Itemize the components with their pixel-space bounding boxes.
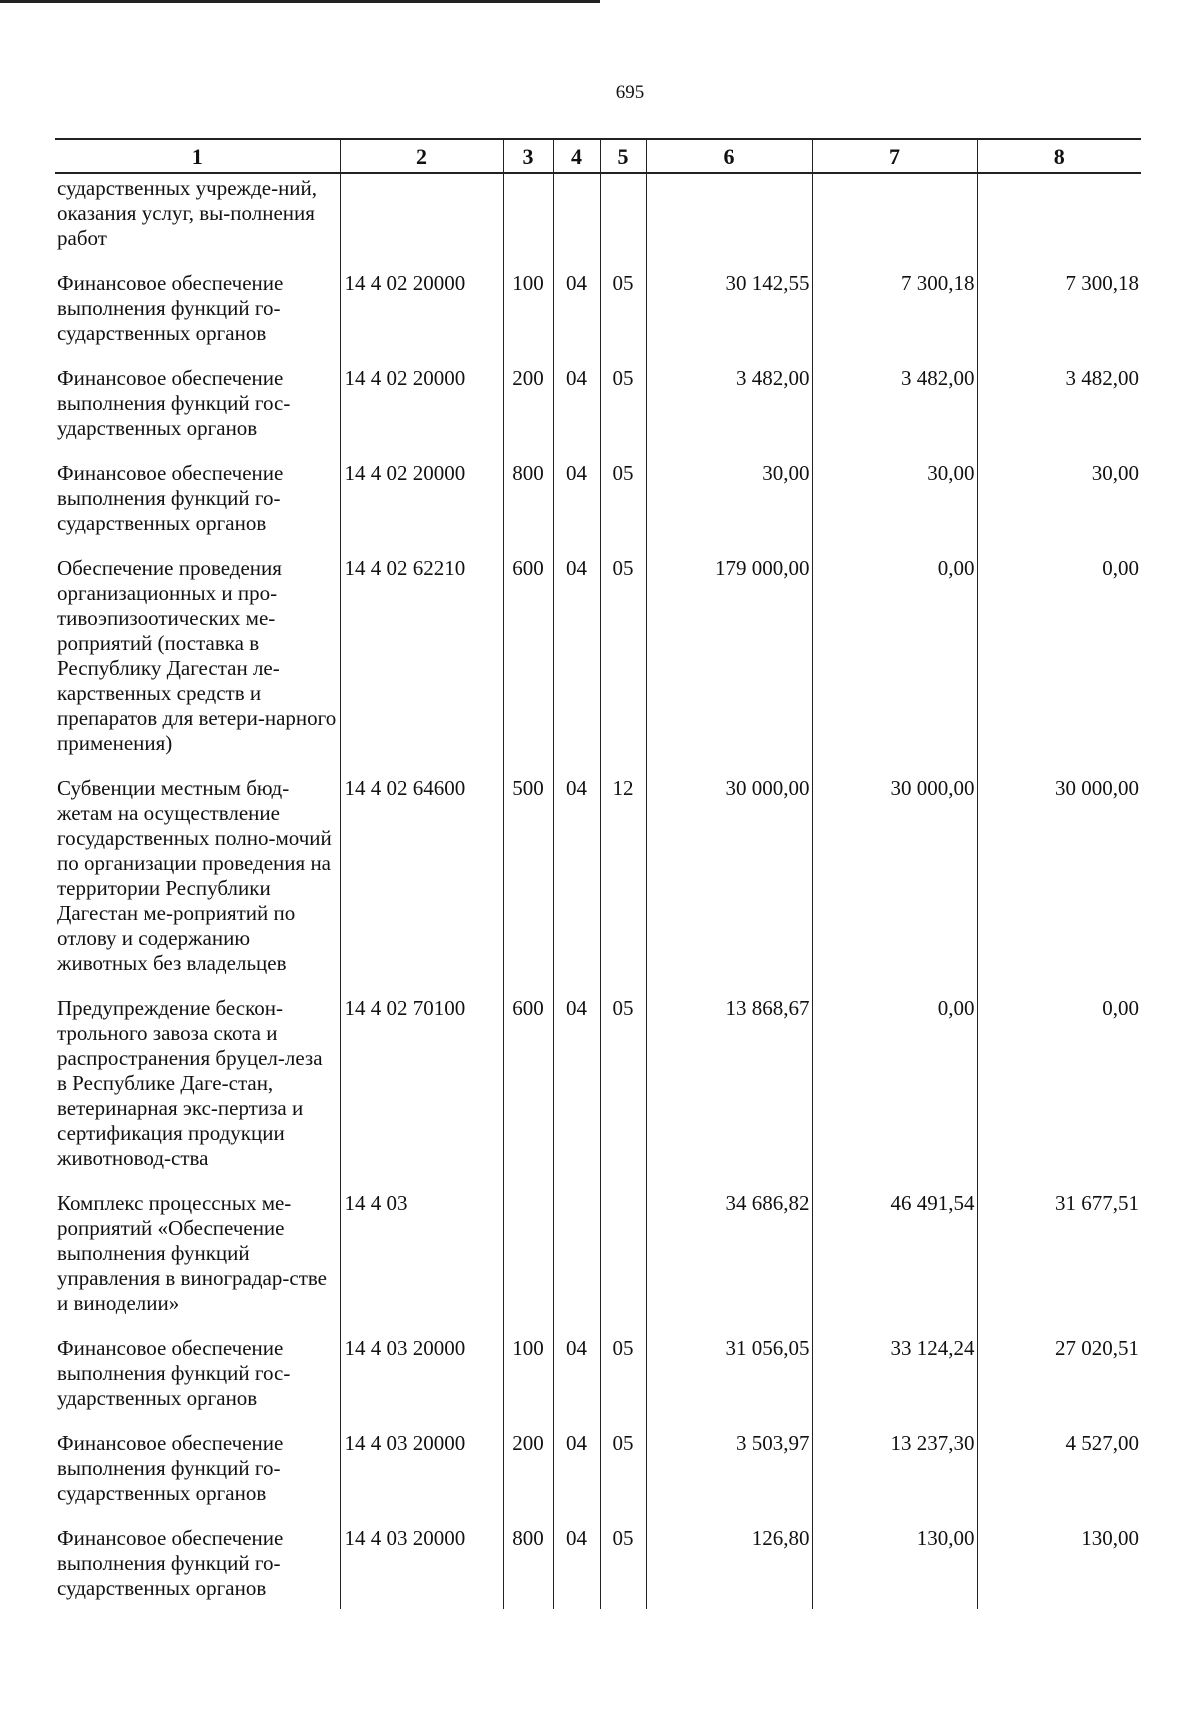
- row-code: 14 4 03 20000: [340, 1526, 503, 1609]
- row-c3: [503, 173, 553, 271]
- table-row: [55, 1191, 1141, 1336]
- row-code: 14 4 03 20000: [340, 1336, 503, 1431]
- column-header: 7: [812, 139, 977, 173]
- row-value-7: 0,00: [812, 556, 977, 776]
- row-c4: 04: [553, 1526, 600, 1609]
- row-value-8: 0,00: [977, 556, 1141, 776]
- row-value-7: 0,00: [812, 996, 977, 1191]
- row-value-6: 34 686,82: [646, 1191, 812, 1336]
- column-header: 2: [340, 139, 503, 173]
- row-c5: 05: [600, 1526, 646, 1609]
- column-header: 4: [553, 139, 600, 173]
- column-header: 1: [55, 139, 340, 173]
- row-name: Финансовое обеспечение выполнения функций го-сударственных органов: [57, 1431, 284, 1505]
- row-value-7: 130,00: [812, 1526, 977, 1609]
- row-c5: [600, 1191, 646, 1336]
- row-value-8: 4 527,00: [977, 1431, 1141, 1526]
- row-c3: 200: [503, 366, 553, 461]
- table-row: [55, 173, 1141, 271]
- row-c3: 600: [503, 996, 553, 1191]
- row-c4: [553, 1191, 600, 1336]
- row-code: 14 4 02 20000: [340, 271, 503, 366]
- row-code: 14 4 03 20000: [340, 1431, 503, 1526]
- row-value-6: 3 503,97: [646, 1431, 812, 1526]
- row-code: 14 4 02 62210: [340, 556, 503, 776]
- header-row: [55, 139, 1141, 173]
- column-header: 5: [600, 139, 646, 173]
- table-row: [55, 1431, 1141, 1526]
- column-header: 3: [503, 139, 553, 173]
- row-code: 14 4 02 20000: [340, 366, 503, 461]
- row-value-8: 0,00: [977, 996, 1141, 1191]
- table-row: [55, 271, 1141, 366]
- table-row: [55, 556, 1141, 776]
- row-name: Финансовое обеспечение выполнения функций гос-ударственных органов: [57, 366, 291, 440]
- row-c3: 800: [503, 1526, 553, 1609]
- row-c4: 04: [553, 1336, 600, 1431]
- row-c4: 04: [553, 556, 600, 776]
- row-name: Финансовое обеспечение выполнения функций гос-ударственных органов: [57, 1336, 291, 1410]
- row-c4: 04: [553, 776, 600, 996]
- row-value-8: 30,00: [977, 461, 1141, 556]
- table-row: [55, 366, 1141, 461]
- row-value-8: 130,00: [977, 1526, 1141, 1609]
- row-name: Предупреждение бескон-трольного завоза скота и распространения бруцел-леза в Республике Даге-стан, ветеринарная экс-пертиза и сертификация продукции животновод-ства: [57, 996, 323, 1170]
- row-code: 14 4 03: [340, 1191, 503, 1336]
- row-c5: 12: [600, 776, 646, 996]
- row-value-7: 7 300,18: [812, 271, 977, 366]
- row-c3: 100: [503, 271, 553, 366]
- table-row: [55, 776, 1141, 996]
- row-c5: 05: [600, 1336, 646, 1431]
- row-value-8: [977, 173, 1141, 271]
- row-c3: 800: [503, 461, 553, 556]
- row-c4: 04: [553, 271, 600, 366]
- row-c3: 100: [503, 1336, 553, 1431]
- column-header: 6: [646, 139, 812, 173]
- row-value-8: 30 000,00: [977, 776, 1141, 996]
- page-number: 695: [615, 82, 645, 103]
- row-c5: 05: [600, 556, 646, 776]
- top-rule: [0, 0, 600, 3]
- row-value-6: 179 000,00: [646, 556, 812, 776]
- row-c5: 05: [600, 271, 646, 366]
- row-value-6: [646, 173, 812, 271]
- row-c5: 05: [600, 1431, 646, 1526]
- row-name: Финансовое обеспечение выполнения функций го-сударственных органов: [57, 1526, 284, 1600]
- budget-table: [55, 138, 1141, 1609]
- row-name: Финансовое обеспечение выполнения функций го-сударственных органов: [57, 271, 284, 345]
- row-c3: 500: [503, 776, 553, 996]
- row-value-6: 13 868,67: [646, 996, 812, 1191]
- row-c4: 04: [553, 461, 600, 556]
- table-row: [55, 1526, 1141, 1609]
- row-value-6: 30 000,00: [646, 776, 812, 996]
- row-c5: 05: [600, 996, 646, 1191]
- row-c4: [553, 173, 600, 271]
- row-code: 14 4 02 64600: [340, 776, 503, 996]
- row-value-7: 30 000,00: [812, 776, 977, 996]
- row-value-7: 46 491,54: [812, 1191, 977, 1336]
- row-value-7: 13 237,30: [812, 1431, 977, 1526]
- row-c4: 04: [553, 996, 600, 1191]
- table-row: [55, 996, 1141, 1191]
- row-name: сударственных учрежде-ний, оказания услуг, вы-полнения работ: [57, 176, 318, 250]
- row-name: Финансовое обеспечение выполнения функций го-сударственных органов: [57, 461, 284, 535]
- row-value-7: [812, 173, 977, 271]
- row-value-8: 31 677,51: [977, 1191, 1141, 1336]
- row-value-8: 27 020,51: [977, 1336, 1141, 1431]
- row-c3: 600: [503, 556, 553, 776]
- row-value-7: 3 482,00: [812, 366, 977, 461]
- row-value-8: 3 482,00: [977, 366, 1141, 461]
- row-name: Комплекс процессных ме-роприятий «Обеспечение выполнения функций управления в виноградар-стве и виноделии»: [57, 1191, 327, 1315]
- row-value-8: 7 300,18: [977, 271, 1141, 366]
- column-header: 8: [977, 139, 1141, 173]
- row-name: Обеспечение проведения организационных и про-тивоэпизоотических ме-роприятий (поставка в Республику Дагестан ле-карственных средств и препаратов для ветери-нарного применения): [57, 556, 337, 755]
- row-value-6: 30 142,55: [646, 271, 812, 366]
- row-c4: 04: [553, 1431, 600, 1526]
- row-value-6: 3 482,00: [646, 366, 812, 461]
- row-value-7: 33 124,24: [812, 1336, 977, 1431]
- row-c3: 200: [503, 1431, 553, 1526]
- row-c3: [503, 1191, 553, 1336]
- table-row: [55, 1336, 1141, 1431]
- row-value-6: 126,80: [646, 1526, 812, 1609]
- row-code: 14 4 02 70100: [340, 996, 503, 1191]
- row-value-6: 31 056,05: [646, 1336, 812, 1431]
- row-c5: [600, 173, 646, 271]
- row-c4: 04: [553, 366, 600, 461]
- table-row: [55, 461, 1141, 556]
- row-value-6: 30,00: [646, 461, 812, 556]
- row-value-7: 30,00: [812, 461, 977, 556]
- row-c5: 05: [600, 461, 646, 556]
- row-code: [340, 173, 503, 271]
- row-name: Субвенции местным бюд-жетам на осуществление государственных полно-мочий по организации проведения на территории Республики Дагестан ме-роприятий по отлову и содержанию животных без владельцев: [57, 776, 332, 975]
- row-code: 14 4 02 20000: [340, 461, 503, 556]
- row-c5: 05: [600, 366, 646, 461]
